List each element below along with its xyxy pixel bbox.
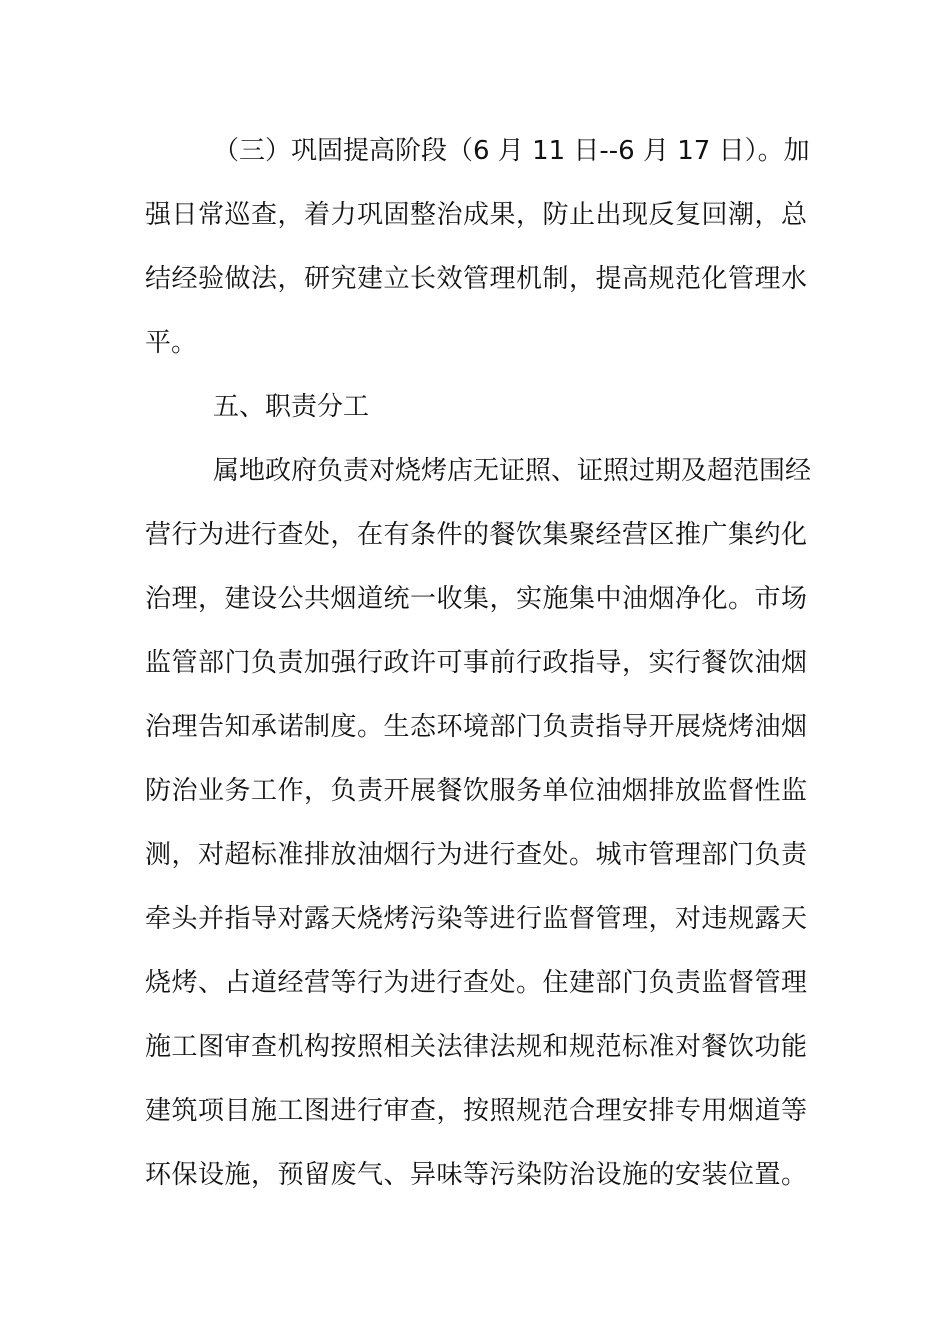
responsibilities-line-7: 测，对超标准排放油烟行为进行查处。城市管理部门负责 <box>145 840 807 870</box>
section3-line-2: 强日常巡查，着力巩固整治成果，防止出现反复回潮，总 <box>145 200 807 230</box>
section3-line-4: 平。 <box>145 328 198 358</box>
section3-line-3: 结经验做法，研究建立长效管理机制，提高规范化管理水 <box>145 264 807 294</box>
responsibilities-line-6: 防治业务工作，负责开展餐饮服务单位油烟排放监督性监 <box>145 776 807 806</box>
responsibilities-line-2: 营行为进行查处，在有条件的餐饮集聚经营区推广集约化 <box>145 520 807 550</box>
section-heading-5: 五、职责分工 <box>213 392 370 422</box>
responsibilities-line-9: 烧烤、占道经营等行为进行查处。住建部门负责监督管理 <box>145 968 807 998</box>
responsibilities-line-1: 属地政府负责对烧烤店无证照、证照过期及超范围经 <box>213 456 812 486</box>
responsibilities-line-5: 治理告知承诺制度。生态环境部门负责指导开展烧烤油烟 <box>145 712 807 742</box>
responsibilities-line-8: 牵头并指导对露天烧烤污染等进行监督管理，对违规露天 <box>145 904 807 934</box>
responsibilities-line-11: 建筑项目施工图进行审查，按照规范合理安排专用烟道等 <box>145 1096 807 1126</box>
responsibilities-line-3: 治理，建设公共烟道统一收集，实施集中油烟净化。市场 <box>145 584 807 614</box>
responsibilities-line-4: 监管部门负责加强行政许可事前行政指导，实行餐饮油烟 <box>145 648 807 678</box>
section3-line-1: （三）巩固提高阶段（6 月 11 日--6 月 17 日）。加 <box>213 136 810 166</box>
responsibilities-line-12: 环保设施，预留废气、异味等污染防治设施的安装位置。 <box>145 1160 807 1190</box>
responsibilities-line-10: 施工图审查机构按照相关法律法规和规范标准对餐饮功能 <box>145 1032 807 1062</box>
